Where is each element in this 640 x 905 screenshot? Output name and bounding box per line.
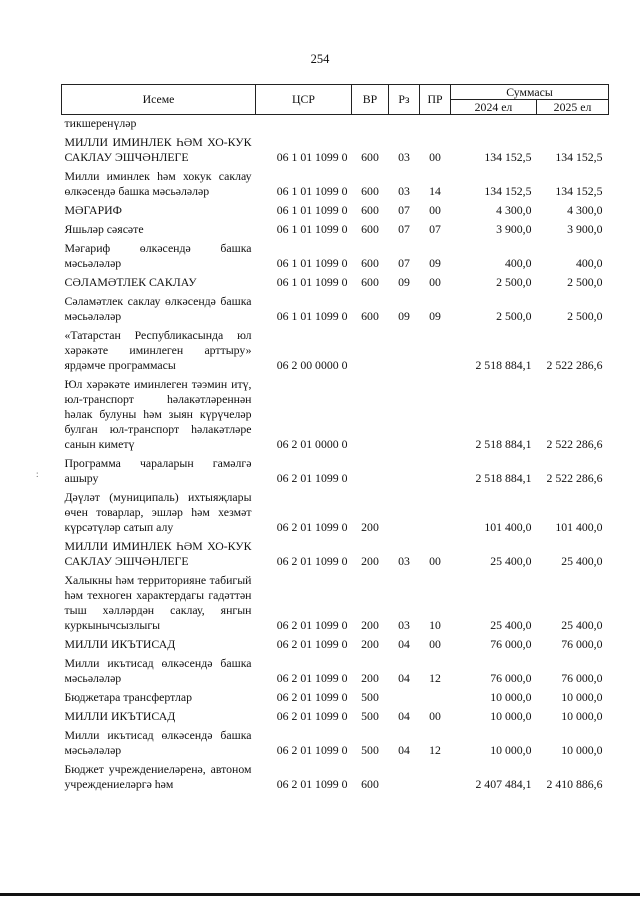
row-amount-2024: 10 000,0 bbox=[490, 743, 532, 757]
row-csr: 06 2 01 1099 0 bbox=[276, 709, 348, 723]
row-amount-2025: 10 000,0 bbox=[561, 690, 603, 704]
table-row bbox=[62, 202, 609, 221]
row-vr: 500 bbox=[361, 690, 379, 704]
row-csr: 06 1 01 1099 0 bbox=[276, 275, 348, 289]
row-csr: 06 2 00 0000 0 bbox=[276, 358, 348, 372]
row-amount-2025: 2 522 286,6 bbox=[546, 437, 603, 451]
row-amount-2025: 76 000,0 bbox=[561, 671, 603, 685]
row-pr: 00 bbox=[429, 637, 441, 651]
table-row bbox=[62, 455, 609, 489]
row-name: МИЛЛИ ИМИНЛЕК ҺӘМ ХО-КУК САКЛАУ ЭШЧӘНЛЕГЕ bbox=[64, 135, 252, 164]
row-amount-2024: 4 300,0 bbox=[496, 203, 532, 217]
table-row bbox=[62, 221, 609, 240]
row-amount-2024: 10 000,0 bbox=[490, 690, 532, 704]
row-name: МИЛЛИ ИКЪТИСАД bbox=[64, 709, 176, 723]
row-amount-2024: 400,0 bbox=[504, 256, 532, 270]
row-name: МӘГАРИФ bbox=[64, 203, 122, 217]
row-amount-2024: 2 500,0 bbox=[496, 309, 532, 323]
row-csr: 06 2 01 1099 0 bbox=[276, 777, 348, 791]
row-vr bbox=[352, 327, 389, 376]
row-name: тикшеренүләр bbox=[64, 116, 137, 130]
row-vr: 500 bbox=[361, 709, 379, 723]
row-csr: 06 2 01 1099 0 bbox=[276, 743, 348, 757]
table-row bbox=[62, 761, 609, 795]
row-csr: 06 1 01 1099 0 bbox=[276, 309, 348, 323]
table-row bbox=[62, 655, 609, 689]
row-rz: 09 bbox=[398, 309, 410, 323]
row-amount-2024: 25 400,0 bbox=[490, 554, 532, 568]
row-rz: 07 bbox=[398, 203, 410, 217]
row-rz: 07 bbox=[398, 222, 410, 236]
row-name: Милли иминлек һәм хокук саклау өлкәсендә башка мәсьәләләр bbox=[64, 169, 252, 198]
row-amount-2025: 4 300,0 bbox=[567, 203, 603, 217]
row-name: Халыкны һәм территорияне табигый һәм техноген характердагы гадәттән тыш хәлләрдән саклау, янгын куркынычсызлыгы bbox=[64, 573, 252, 632]
row-name: Милли икътисад өлкәсендә башка мәсьәләләр bbox=[64, 728, 252, 757]
row-name: Бюджетара трансфертлар bbox=[64, 690, 192, 704]
header-vr: ВР bbox=[352, 85, 389, 115]
row-amount-2024: 2 518 884,1 bbox=[475, 437, 532, 451]
row-amount-2025: 134 152,5 bbox=[555, 150, 603, 164]
table-row bbox=[62, 168, 609, 202]
row-pr: 00 bbox=[429, 709, 441, 723]
row-pr: 12 bbox=[429, 743, 441, 757]
row-vr: 600 bbox=[361, 275, 379, 289]
row-pr: 09 bbox=[429, 256, 441, 270]
row-amount-2025: 2 500,0 bbox=[567, 309, 603, 323]
row-csr: 06 2 01 0000 0 bbox=[276, 437, 348, 451]
row-rz bbox=[389, 327, 420, 376]
row-name: МИЛЛИ ИМИНЛЕК ҺӘМ ХО-КУК САКЛАУ ЭШЧӘНЛЕГЕ bbox=[64, 539, 252, 568]
row-pr: 14 bbox=[429, 184, 441, 198]
table-row bbox=[62, 572, 609, 636]
header-rz: Рз bbox=[389, 85, 420, 115]
row-csr: 06 1 01 1099 0 bbox=[276, 203, 348, 217]
row-amount-2025: 2 522 286,6 bbox=[546, 358, 603, 372]
row-amount-2024: 3 900,0 bbox=[496, 222, 532, 236]
row-csr: 06 2 01 1099 0 bbox=[276, 520, 348, 534]
table-row bbox=[62, 538, 609, 572]
table-row bbox=[62, 134, 609, 168]
row-name: Яшьләр сәясәте bbox=[64, 222, 144, 236]
header-year-2025: 2025 ел bbox=[537, 100, 609, 115]
table-row bbox=[62, 689, 609, 708]
row-rz bbox=[389, 455, 420, 489]
table-row bbox=[62, 327, 609, 376]
row-name: Милли икътисад өлкәсендә башка мәсьәләләр bbox=[64, 656, 252, 685]
row-name: Юл хәрәкәте иминлеген тәэмин итү, юл-транспорт һәлакәтләреннән һәлак булуны һәм зыян күрүчеләр булган юл-транспорт һәлакәтләре санын киметү bbox=[64, 377, 252, 451]
row-vr: 600 bbox=[361, 777, 379, 791]
row-pr: 00 bbox=[429, 203, 441, 217]
row-pr bbox=[420, 327, 451, 376]
row-vr: 600 bbox=[361, 222, 379, 236]
row-pr: 10 bbox=[429, 618, 441, 632]
row-vr: 200 bbox=[361, 671, 379, 685]
row-amount-2025: 10 000,0 bbox=[561, 743, 603, 757]
row-amount-2024: 2 500,0 bbox=[496, 275, 532, 289]
row-csr: 06 2 01 1099 0 bbox=[276, 554, 348, 568]
row-amount-2024: 2 518 884,1 bbox=[475, 358, 532, 372]
table-row bbox=[62, 115, 609, 135]
row-amount-2024: 10 000,0 bbox=[490, 709, 532, 723]
row-csr: 06 1 01 1099 0 bbox=[276, 150, 348, 164]
row-pr: 00 bbox=[429, 554, 441, 568]
row-rz bbox=[389, 115, 420, 135]
row-name: Бюджет учреждениеләренә, автоном учреждениеләргә һәм bbox=[64, 762, 252, 791]
row-rz bbox=[389, 376, 420, 455]
row-pr bbox=[420, 455, 451, 489]
row-amount-2025: 101 400,0 bbox=[555, 520, 603, 534]
row-amount-2024: 76 000,0 bbox=[490, 637, 532, 651]
row-csr bbox=[256, 115, 352, 135]
row-rz bbox=[389, 689, 420, 708]
row-amount-2025: 2 500,0 bbox=[567, 275, 603, 289]
row-pr bbox=[420, 115, 451, 135]
row-rz: 03 bbox=[398, 184, 410, 198]
row-pr: 00 bbox=[429, 275, 441, 289]
row-csr: 06 1 01 1099 0 bbox=[276, 184, 348, 198]
row-amount-2024 bbox=[451, 115, 537, 135]
row-name: Программа чараларын гамәлгә ашыру bbox=[64, 456, 252, 485]
row-vr bbox=[352, 115, 389, 135]
row-amount-2024: 25 400,0 bbox=[490, 618, 532, 632]
table-header bbox=[62, 85, 609, 115]
row-amount-2025: 400,0 bbox=[575, 256, 603, 270]
row-pr: 07 bbox=[429, 222, 441, 236]
row-csr: 06 1 01 1099 0 bbox=[276, 222, 348, 236]
row-amount-2025: 76 000,0 bbox=[561, 637, 603, 651]
row-pr bbox=[420, 376, 451, 455]
row-name: Сәламәтлек саклау өлкәсендә башка мәсьәләләр bbox=[64, 294, 252, 323]
row-name: Дәүләт (муниципаль) ихтыяҗлары өчен товарлар, эшләр һәм хезмәт күрсәтүләр сатып алу bbox=[64, 490, 252, 534]
margin-mark: : bbox=[36, 469, 39, 479]
table-row bbox=[62, 708, 609, 727]
row-amount-2024: 134 152,5 bbox=[484, 184, 532, 198]
row-amount-2025: 10 000,0 bbox=[561, 709, 603, 723]
row-vr: 200 bbox=[361, 637, 379, 651]
row-amount-2024: 134 152,5 bbox=[484, 150, 532, 164]
row-vr: 600 bbox=[361, 256, 379, 270]
row-amount-2025: 25 400,0 bbox=[561, 618, 603, 632]
row-pr bbox=[420, 489, 451, 538]
table-row bbox=[62, 240, 609, 274]
row-pr bbox=[420, 689, 451, 708]
row-rz bbox=[389, 489, 420, 538]
row-amount-2025: 2 410 886,6 bbox=[546, 777, 603, 791]
row-csr: 06 2 01 1099 0 bbox=[276, 618, 348, 632]
row-vr: 200 bbox=[361, 520, 379, 534]
row-amount-2024: 2 407 484,1 bbox=[475, 777, 532, 791]
table-row bbox=[62, 376, 609, 455]
row-vr: 200 bbox=[361, 618, 379, 632]
row-rz bbox=[389, 761, 420, 795]
row-pr: 00 bbox=[429, 150, 441, 164]
row-rz: 03 bbox=[398, 554, 410, 568]
table-row bbox=[62, 489, 609, 538]
row-amount-2024: 101 400,0 bbox=[484, 520, 532, 534]
row-pr: 09 bbox=[429, 309, 441, 323]
row-name: МИЛЛИ ИКЪТИСАД bbox=[64, 637, 176, 651]
header-sums: Суммасы bbox=[451, 85, 609, 100]
row-vr: 200 bbox=[361, 554, 379, 568]
row-vr: 600 bbox=[361, 309, 379, 323]
row-vr: 600 bbox=[361, 203, 379, 217]
page-number: 254 bbox=[310, 52, 330, 66]
row-rz: 04 bbox=[398, 743, 410, 757]
header-csr: ЦСР bbox=[256, 85, 352, 115]
row-name: «Татарстан Республикасында юл хәрәкәте иминлеген арттыру» ярдәмче программасы bbox=[64, 328, 252, 372]
bottom-rule bbox=[0, 893, 640, 896]
row-vr bbox=[352, 455, 389, 489]
row-rz: 04 bbox=[398, 709, 410, 723]
row-rz: 03 bbox=[398, 150, 410, 164]
row-amount-2025 bbox=[537, 115, 609, 135]
row-vr: 500 bbox=[361, 743, 379, 757]
row-pr: 12 bbox=[429, 671, 441, 685]
row-amount-2025: 3 900,0 bbox=[567, 222, 603, 236]
row-name: Мәгариф өлкәсендә башка мәсьәләләр bbox=[64, 241, 252, 270]
table-row bbox=[62, 727, 609, 761]
header-name: Исеме bbox=[62, 85, 256, 115]
row-csr: 06 2 01 1099 0 bbox=[276, 690, 348, 704]
row-amount-2024: 2 518 884,1 bbox=[475, 471, 532, 485]
row-csr: 06 2 01 1099 0 bbox=[276, 637, 348, 651]
header-pr: ПР bbox=[420, 85, 451, 115]
row-csr: 06 2 01 1099 0 bbox=[276, 471, 348, 485]
table-row bbox=[62, 293, 609, 327]
table-row bbox=[62, 274, 609, 293]
row-rz: 04 bbox=[398, 671, 410, 685]
row-amount-2025: 134 152,5 bbox=[555, 184, 603, 198]
budget-table bbox=[61, 84, 609, 795]
row-amount-2024: 76 000,0 bbox=[490, 671, 532, 685]
header-year-2024: 2024 ел bbox=[451, 100, 537, 115]
row-rz: 04 bbox=[398, 637, 410, 651]
row-pr bbox=[420, 761, 451, 795]
row-rz: 07 bbox=[398, 256, 410, 270]
table-body bbox=[62, 115, 609, 796]
row-rz: 03 bbox=[398, 618, 410, 632]
table-row bbox=[62, 636, 609, 655]
row-vr bbox=[352, 376, 389, 455]
row-csr: 06 2 01 1099 0 bbox=[276, 671, 348, 685]
row-vr: 600 bbox=[361, 150, 379, 164]
row-name: СӘЛАМӘТЛЕК САКЛАУ bbox=[64, 275, 197, 289]
row-vr: 600 bbox=[361, 184, 379, 198]
row-csr: 06 1 01 1099 0 bbox=[276, 256, 348, 270]
row-rz: 09 bbox=[398, 275, 410, 289]
row-amount-2025: 25 400,0 bbox=[561, 554, 603, 568]
row-amount-2025: 2 522 286,6 bbox=[546, 471, 603, 485]
